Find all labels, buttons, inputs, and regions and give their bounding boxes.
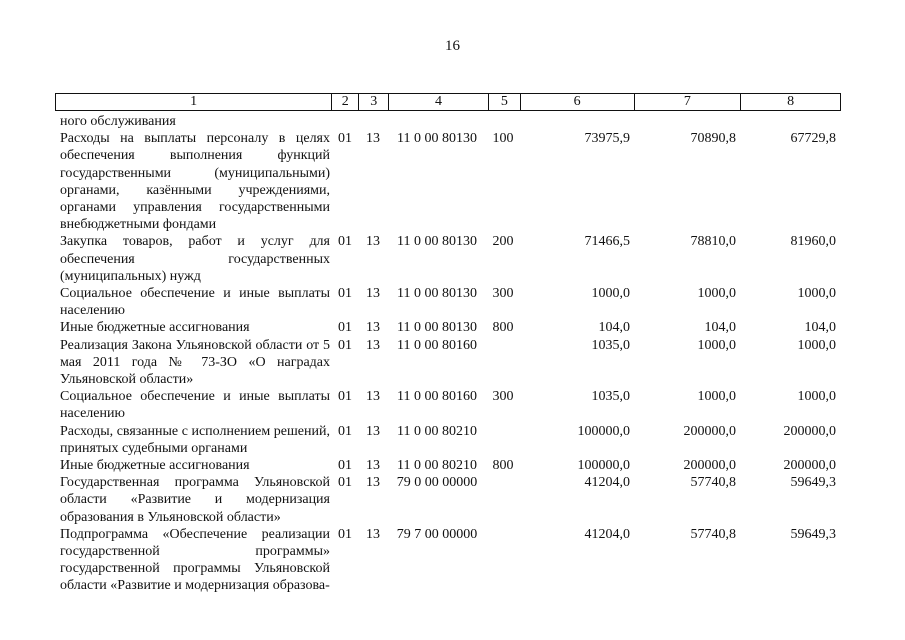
row-amount-8: 59649,3 [790, 475, 836, 491]
row-expense-type: 200 [492, 234, 514, 250]
row-amount-6: 1035,0 [591, 337, 630, 353]
row-amount-6: 1000,0 [591, 286, 630, 302]
row-subsection: 13 [366, 131, 380, 147]
row-amount-6: 41204,0 [584, 475, 630, 491]
row-description: Иные бюджетные ассигнования [60, 458, 250, 474]
header-col-2: 2 [332, 94, 359, 110]
row-amount-7 [630, 113, 736, 130]
row-target-code: 79 0 00 00000 [396, 475, 478, 491]
row-target-code: 11 0 00 80210 [397, 423, 477, 439]
row-amount-7: 104,0 [704, 320, 736, 336]
row-subsection: 13 [366, 320, 380, 336]
row-description: Социальное обеспечение и иные выплаты населению [60, 286, 330, 319]
row-subsection: 13 [366, 526, 380, 542]
row-section: 01 [338, 320, 352, 336]
row-expense-type [488, 526, 518, 595]
row-amount-8: 200000,0 [783, 458, 836, 474]
table-row [60, 319, 840, 336]
row-amount-8: 1000,0 [797, 337, 836, 353]
row-description: Расходы на выплаты персоналу в целях обеспечения выполнения функций государственными (муниципальными) органами, казёнными учреждениями, органами управления государственными внебюджетными фондами [60, 131, 330, 233]
row-amount-8: 81960,0 [790, 234, 836, 250]
row-target-code: 11 0 00 80130 [397, 131, 477, 147]
row-section [330, 113, 360, 130]
table-row [60, 130, 840, 233]
row-expense-type [488, 423, 518, 457]
header-col-1: 1 [56, 94, 332, 110]
row-section: 01 [338, 286, 352, 302]
row-description: Расходы, связанные с исполнением решений, принятых судебными органами [60, 423, 330, 456]
row-amount-8: 67729,8 [790, 131, 836, 147]
row-amount-6 [518, 113, 630, 130]
header-col-3: 3 [359, 94, 389, 110]
row-target-code: 11 0 00 80160 [397, 337, 477, 353]
row-amount-6: 104,0 [598, 320, 630, 336]
row-section: 01 [338, 389, 352, 405]
row-description: Закупка товаров, работ и услуг для обеспечения государственных (муниципальных) нужд [60, 234, 330, 284]
row-section: 01 [338, 131, 352, 147]
row-subsection: 13 [366, 389, 380, 405]
row-target-code: 79 7 00 00000 [396, 526, 478, 542]
row-amount-6: 100000,0 [577, 458, 630, 474]
row-amount-8: 104,0 [804, 320, 836, 336]
row-amount-7: 70890,8 [690, 131, 736, 147]
row-description: Социальное обеспечение и иные выплаты населению [60, 389, 330, 422]
row-expense-type [488, 474, 518, 526]
row-description: Иные бюджетные ассигнования [60, 320, 250, 336]
row-amount-8 [736, 113, 836, 130]
row-amount-8: 1000,0 [797, 286, 836, 302]
row-expense-type: 300 [492, 389, 514, 405]
row-subsection [360, 113, 386, 130]
row-amount-7: 57740,8 [690, 526, 736, 542]
row-description: Подпрограмма «Обеспечение реализации государственной программы» государственной программы Ульяновской области «Развитие и модернизация образова- [60, 526, 330, 594]
row-amount-8: 1000,0 [797, 389, 836, 405]
row-section: 01 [338, 423, 352, 439]
row-expense-type [488, 113, 518, 130]
row-amount-6: 71466,5 [584, 234, 630, 250]
row-expense-type: 100 [492, 131, 514, 147]
table-row [60, 423, 840, 457]
row-target-code: 11 0 00 80130 [397, 286, 477, 302]
row-expense-type: 800 [492, 458, 514, 474]
row-amount-7: 200000,0 [683, 458, 736, 474]
row-section: 01 [338, 234, 352, 250]
row-expense-type: 300 [492, 286, 514, 302]
row-section: 01 [338, 337, 352, 353]
row-subsection: 13 [366, 337, 380, 353]
row-description: Реализация Закона Ульяновской области от 5 мая 2011 года № 73-ЗО «О наградах Ульяновской области» [60, 337, 330, 388]
page-number: 16 [445, 38, 460, 54]
row-amount-6: 1035,0 [591, 389, 630, 405]
row-expense-type: 800 [492, 320, 514, 336]
table-header [55, 93, 841, 111]
table-row [60, 233, 840, 285]
row-amount-7: 78810,0 [690, 234, 736, 250]
table-row [60, 474, 840, 526]
row-subsection: 13 [366, 458, 380, 474]
table-row [60, 388, 840, 422]
header-col-8: 8 [787, 94, 795, 109]
row-amount-7: 1000,0 [697, 286, 736, 302]
row-amount-6: 41204,0 [584, 526, 630, 542]
row-amount-7: 1000,0 [697, 389, 736, 405]
table-row [60, 337, 840, 389]
row-target-code [386, 113, 488, 130]
row-target-code: 11 0 00 80160 [397, 389, 477, 405]
row-target-code: 11 0 00 80210 [397, 458, 477, 474]
row-section: 01 [338, 526, 352, 542]
row-amount-6: 100000,0 [577, 423, 630, 439]
row-description: ного обслуживания [60, 114, 176, 129]
row-subsection: 13 [366, 475, 380, 491]
row-expense-type [488, 337, 518, 389]
row-section: 01 [338, 475, 352, 491]
row-amount-8: 59649,3 [790, 526, 836, 542]
row-amount-7: 1000,0 [697, 337, 736, 353]
header-col-4: 4 [389, 94, 489, 110]
table-row [60, 457, 840, 474]
row-target-code: 11 0 00 80130 [397, 234, 477, 250]
header-col-5: 5 [489, 94, 521, 110]
row-amount-7: 200000,0 [683, 423, 736, 439]
table-row [60, 526, 840, 595]
row-target-code: 11 0 00 80130 [397, 320, 477, 336]
row-amount-8: 200000,0 [783, 423, 836, 439]
row-subsection: 13 [366, 286, 380, 302]
table-body [60, 113, 840, 595]
header-col-7: 7 [635, 94, 742, 110]
header-col-6: 6 [521, 94, 635, 110]
table-row [60, 113, 840, 130]
row-amount-7: 57740,8 [690, 475, 736, 491]
row-section: 01 [338, 458, 352, 474]
row-amount-6: 73975,9 [584, 131, 630, 147]
row-subsection: 13 [366, 423, 380, 439]
row-description: Государственная программа Ульяновской области «Развитие и модернизация образования в Ульяновской области» [60, 475, 330, 525]
table-row [60, 285, 840, 319]
row-subsection: 13 [366, 234, 380, 250]
